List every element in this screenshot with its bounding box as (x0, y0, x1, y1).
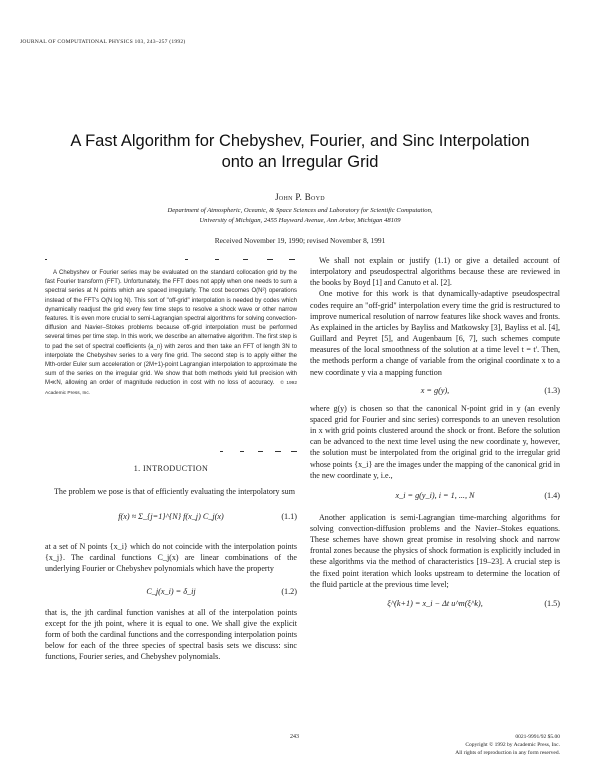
copyright-footer (380, 733, 560, 757)
author-name: John P. Boyd (275, 192, 325, 202)
abstract (45, 269, 297, 398)
rule-dash (275, 451, 281, 452)
rule-dash (215, 259, 219, 260)
rule-dash (267, 259, 273, 260)
equation-expression: f(x) ≈ Σ_{j=1}^{N} f(x_j) C_j(x) (118, 512, 224, 522)
right-column-body (310, 255, 560, 615)
abstract-text: A Chebyshev or Fourier series may be evaluated on the standard collocation grid by the fast Fourier transform (FFT). Unfortunately, the FFT does not apply when one needs to sum a spectral series at N points which are spaced irregularly. The cost becomes O(N²) operations instead of the FFT's O(N log N). This sort of "off-grid" interpolation is needed by codes which dynamically readjust the grid every few time steps to resolve a shock wave or other narrow features. It is even more crucial to semi-Lagrangian spectral algorithms for solving convection-diffusion and Navier–Stokes problems because off-grid interpolation must be performed several times per time step. In this work, we describe an alternative algorithm. The first step is to pad the set of spectral coefficients {a_n} with zeros and then take an FFT of length 3N to interpolate the Chebyshev series to a very fine grid. The second step is to apply either the Mth-order Euler sum acceleration or (2M+1)-point Lagrangian interpolation to approximate the sum of the series on the irregular grid. We show that both methods yield full precision with M≪N, allowing an order of magnitude reduction in cost with no loss of accuracy. (45, 270, 297, 387)
rule-dash (185, 259, 188, 260)
right-paragraph-3: where g(y) is chosen so that the canonical N-point grid in y (an evenly spaced grid for Fourier and sinc series) corresponds to an uneven resolution in x with grid points clustered around the shock or front. Before the solution can be advanced to the next time level using the new coordinate y, however, the solution must be interpolated from the original grid to the irregular grid whose points {x_i} are the images under the mapping of the canonical grid in the new coordinate y, i.e., (310, 403, 560, 480)
right-paragraph-2: One motive for this work is that dynamically-adaptive pseudospectral codes require an "off-grid" interpolation every time the grid is restructured to improve numerical resolution of narrow features like shock waves and fronts. As explained in the articles by Bayliss and Matkowsky [3], Bayliss et al. [4], Guillard and Peyret [5], and Augenbaum [6, 7], such schemes compute measures of the local smoothness of the solution at a time level t = t'. Then, the methods perform a change of variable from the original coordinate x to a new coordinate y via a mapping function (310, 289, 560, 377)
paper-title (0, 131, 600, 173)
rule-dash (289, 259, 295, 260)
intro-paragraph-1: The problem we pose is that of efficiently evaluating the interpolatory sum (54, 487, 295, 496)
left-column-body (45, 486, 297, 662)
right-paragraph-4: Another application is semi-Lagrangian time-marching algorithms for solving convection-diffusion problems and the Navier–Stokes equations. These schemes have shown great promise in resolving shock and narrow frontal zones because the physics of shock formation is explicitly included in these algorithms via the method of characteristics [19–23]. A crucial step is the fixed point iteration which looks upstream to determine the location of the fluid particle at the previous time level; (310, 512, 560, 589)
footer-issn: 0021-9991/92 $5.00 (515, 734, 560, 740)
equation-number: (1.2) (281, 586, 297, 596)
page-number: 243 (290, 734, 299, 740)
equation-1-2 (45, 579, 297, 603)
affiliation (0, 206, 600, 225)
rule-dash (220, 451, 223, 452)
equation-1-5 (310, 593, 560, 615)
equation-1-4 (310, 484, 560, 508)
equation-1-3 (310, 381, 560, 403)
title-line-2: onto an Irregular Grid (221, 153, 379, 171)
right-paragraph-1: We shall not explain or justify (1.1) or give a detailed account of interpolatory and pseudospectral algorithms because these are reviewed in the books by Boyd [1] and Canuto et al. [2]. (310, 256, 560, 288)
rule-dash (291, 451, 297, 452)
rule-dash (240, 451, 244, 452)
footer-rights: All rights of reproduction in any form reserved. (455, 750, 560, 756)
intro-paragraph-3: that is, the jth cardinal function vanishes at all of the interpolation points except for the jth point, where it is equal to one. We shall give the explicit form of both the cardinal functions and the corresponding interpolation points below for each of the three species of spectral basis sets we discuss: sinc functions, Fourier series, and Chebyshev polynomials. (45, 607, 297, 662)
received-dates: Received November 19, 1990; revised November 8, 1991 (214, 236, 386, 245)
title-line-1: A Fast Algorithm for Chebyshev, Fourier, and Sinc Interpolation (70, 132, 530, 150)
affiliation-line-2: University of Michigan, 2455 Hayward Avenue, Ann Arbor, Michigan 48109 (199, 216, 401, 224)
equation-1-1 (45, 503, 297, 535)
intro-paragraph-2: at a set of N points {x_i} which do not coincide with the interpolation points {x_j}. The cardinal functions C_j(x) are linear combinations of the underlying Fourier or Chebyshev polynomials which have the property (45, 542, 297, 574)
abstract-top-rule (45, 258, 297, 262)
rule-dash (243, 259, 248, 260)
equation-expression: x_i = g(y_i), i = 1, ..., N (395, 490, 475, 500)
abstract-copyright: © 1992 Academic Press, Inc. (45, 381, 297, 396)
affiliation-line-1: Department of Atmospheric, Oceanic, & Space Sciences and Laboratory for Scientific Computation, (167, 207, 433, 214)
equation-number: (1.1) (281, 512, 297, 522)
rule-dash (45, 259, 47, 260)
equation-expression: C_j(x_i) = δ_ij (146, 586, 196, 596)
equation-number: (1.4) (544, 490, 560, 500)
equation-number: (1.3) (544, 385, 560, 395)
footer-copyright: Copyright © 1992 by Academic Press, Inc. (465, 742, 560, 748)
running-head: JOURNAL OF COMPUTATIONAL PHYSICS 103, 243–257 (1992) (20, 39, 186, 45)
equation-expression: x = g(y), (420, 385, 450, 395)
equation-number: (1.5) (544, 598, 560, 608)
abstract-bottom-rule (45, 450, 297, 454)
equation-expression: ξ^(k+1) = x_i − Δt u^m(ξ^k), (387, 598, 483, 608)
rule-dash (258, 451, 263, 452)
section-heading-introduction: 1. INTRODUCTION (133, 464, 209, 473)
